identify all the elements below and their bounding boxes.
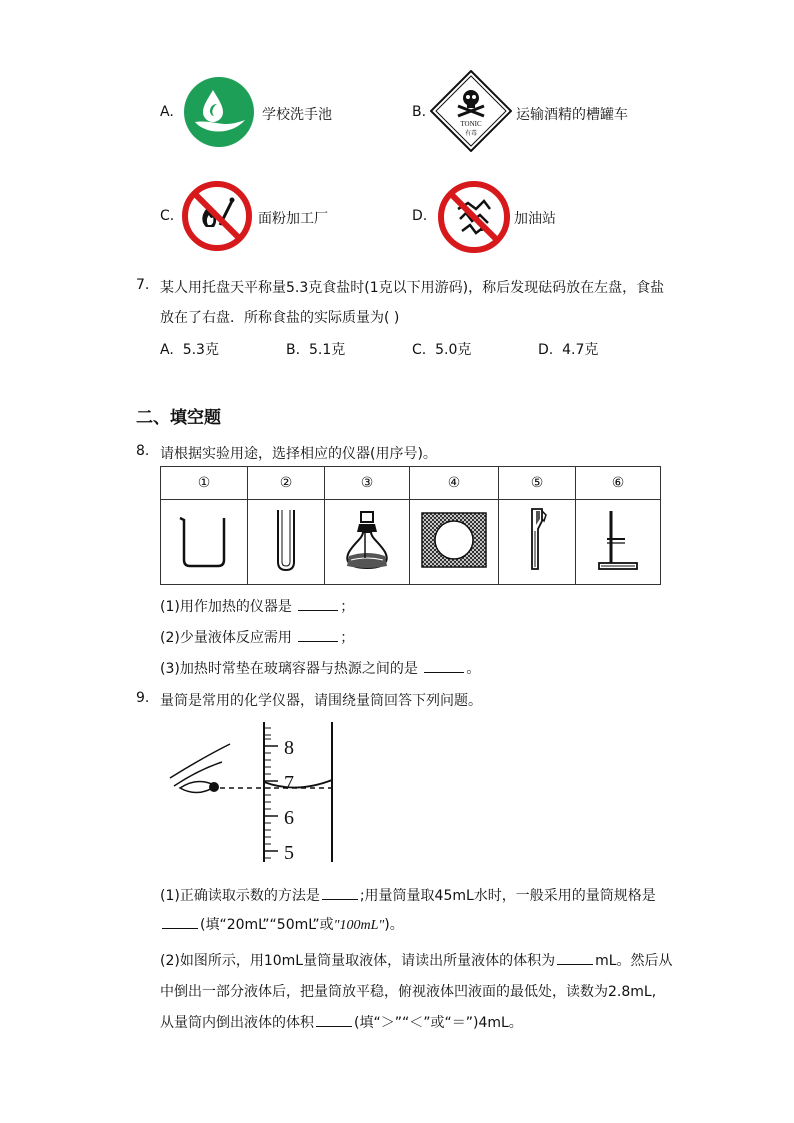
q9-p2-line3: 从量筒内倒出液体的体积 (填“＞”“＜”或“＝”)4mL。 — [160, 1012, 523, 1032]
no-open-flame-icon — [180, 179, 254, 253]
instrument-table — [160, 466, 661, 585]
q8-stem: 请根据实验用途，选择相应的仪器(用序号)。 — [160, 446, 437, 462]
q8-sub2: (2)少量液体反应需用 ； — [160, 627, 354, 647]
test-tube-holder-icon — [522, 507, 552, 573]
answer-blank[interactable] — [298, 596, 338, 611]
instrument-cell-4 — [410, 500, 499, 585]
graduated-cylinder-figure — [168, 718, 338, 866]
answer-blank[interactable] — [322, 885, 358, 900]
toxic-sign-cn: 有毒 — [464, 130, 478, 137]
option-a-label: 学校洗手池 — [262, 107, 332, 123]
answer-blank[interactable] — [316, 1012, 352, 1027]
answer-blank[interactable] — [557, 950, 593, 965]
q9-stem: 量筒是常用的化学仪器，请围绕量筒回答下列问题。 — [160, 693, 482, 709]
instrument-header-4: ④ — [410, 467, 499, 500]
q7-option-c: C. 5.0克 — [412, 342, 472, 358]
q7-option-b: B. 5.1克 — [286, 342, 346, 358]
scale-mark-5: 5 — [284, 842, 294, 864]
instrument-header-5: ⑤ — [499, 467, 576, 500]
answer-blank[interactable] — [162, 914, 198, 929]
q8-number: 8. — [136, 443, 150, 459]
option-d-label: 加油站 — [514, 211, 556, 227]
instrument-header-6: ⑥ — [576, 467, 661, 500]
q9-p2-line2: 中倒出一部分液体后，把量筒放平稳，俯视液体凹液面的最低处，读数为2.8mL, — [160, 984, 657, 1000]
instrument-header-1: ① — [161, 467, 248, 500]
water-saving-icon — [183, 76, 255, 148]
q7-stem-line1: 某人用托盘天平称量5.3克食盐时(1克以下用游码)，称后发现砝码放在左盘，食盐 — [160, 280, 665, 296]
q8-sub1: (1)用作加热的仪器是 ； — [160, 596, 354, 616]
instrument-cell-2 — [248, 500, 325, 585]
scale-mark-7: 7 — [284, 772, 294, 794]
answer-blank[interactable] — [298, 627, 338, 642]
scale-mark-8: 8 — [284, 737, 294, 759]
instrument-cell-3 — [325, 500, 410, 585]
option-c-label: 面粉加工厂 — [258, 211, 328, 227]
section-title: 二、填空题 — [136, 408, 221, 428]
no-fireworks-icon — [436, 179, 512, 255]
instrument-cell-5 — [499, 500, 576, 585]
option-c-letter: C. — [160, 208, 175, 224]
q9-p1-line1: (1)正确读取示数的方法是 ;用量筒量取45mL水时，一般采用的量筒规格是 — [160, 885, 656, 905]
q9-p1-line2: (填“20mL”“50mL”或"100mL")。 — [160, 914, 404, 934]
toxic-sign-icon — [430, 70, 512, 152]
option-a-letter: A. — [160, 104, 174, 120]
option-b-label: 运输酒精的槽罐车 — [516, 107, 628, 123]
q7-stem-line2: 放在了右盘．所称食盐的实际质量为( ) — [160, 310, 400, 326]
alcohol-lamp-icon — [341, 508, 393, 572]
beaker-icon — [174, 510, 234, 570]
asbestos-gauze-icon — [421, 512, 487, 568]
answer-blank[interactable] — [424, 658, 464, 673]
scale-mark-6: 6 — [284, 807, 294, 829]
q7-number: 7. — [136, 277, 150, 293]
toxic-sign-en: TONIC — [460, 120, 482, 128]
q9-p2-line1: (2)如图所示，用10mL量筒量取液体，请读出所量液体的体积为 mL。然后从 — [160, 950, 673, 970]
option-d-letter: D. — [412, 208, 428, 224]
iron-stand-icon — [593, 507, 643, 573]
instrument-header-3: ③ — [325, 467, 410, 500]
q7-option-a: A. 5.3克 — [160, 342, 219, 358]
instrument-header-2: ② — [248, 467, 325, 500]
option-b-letter: B. — [412, 104, 427, 120]
q8-sub3: (3)加热时常垫在玻璃容器与热源之间的是 。 — [160, 658, 480, 678]
q7-option-d: D. 4.7克 — [538, 342, 599, 358]
instrument-cell-1 — [161, 500, 248, 585]
test-tube-icon — [271, 508, 301, 572]
q9-number: 9. — [136, 690, 150, 706]
instrument-cell-6 — [576, 500, 661, 585]
